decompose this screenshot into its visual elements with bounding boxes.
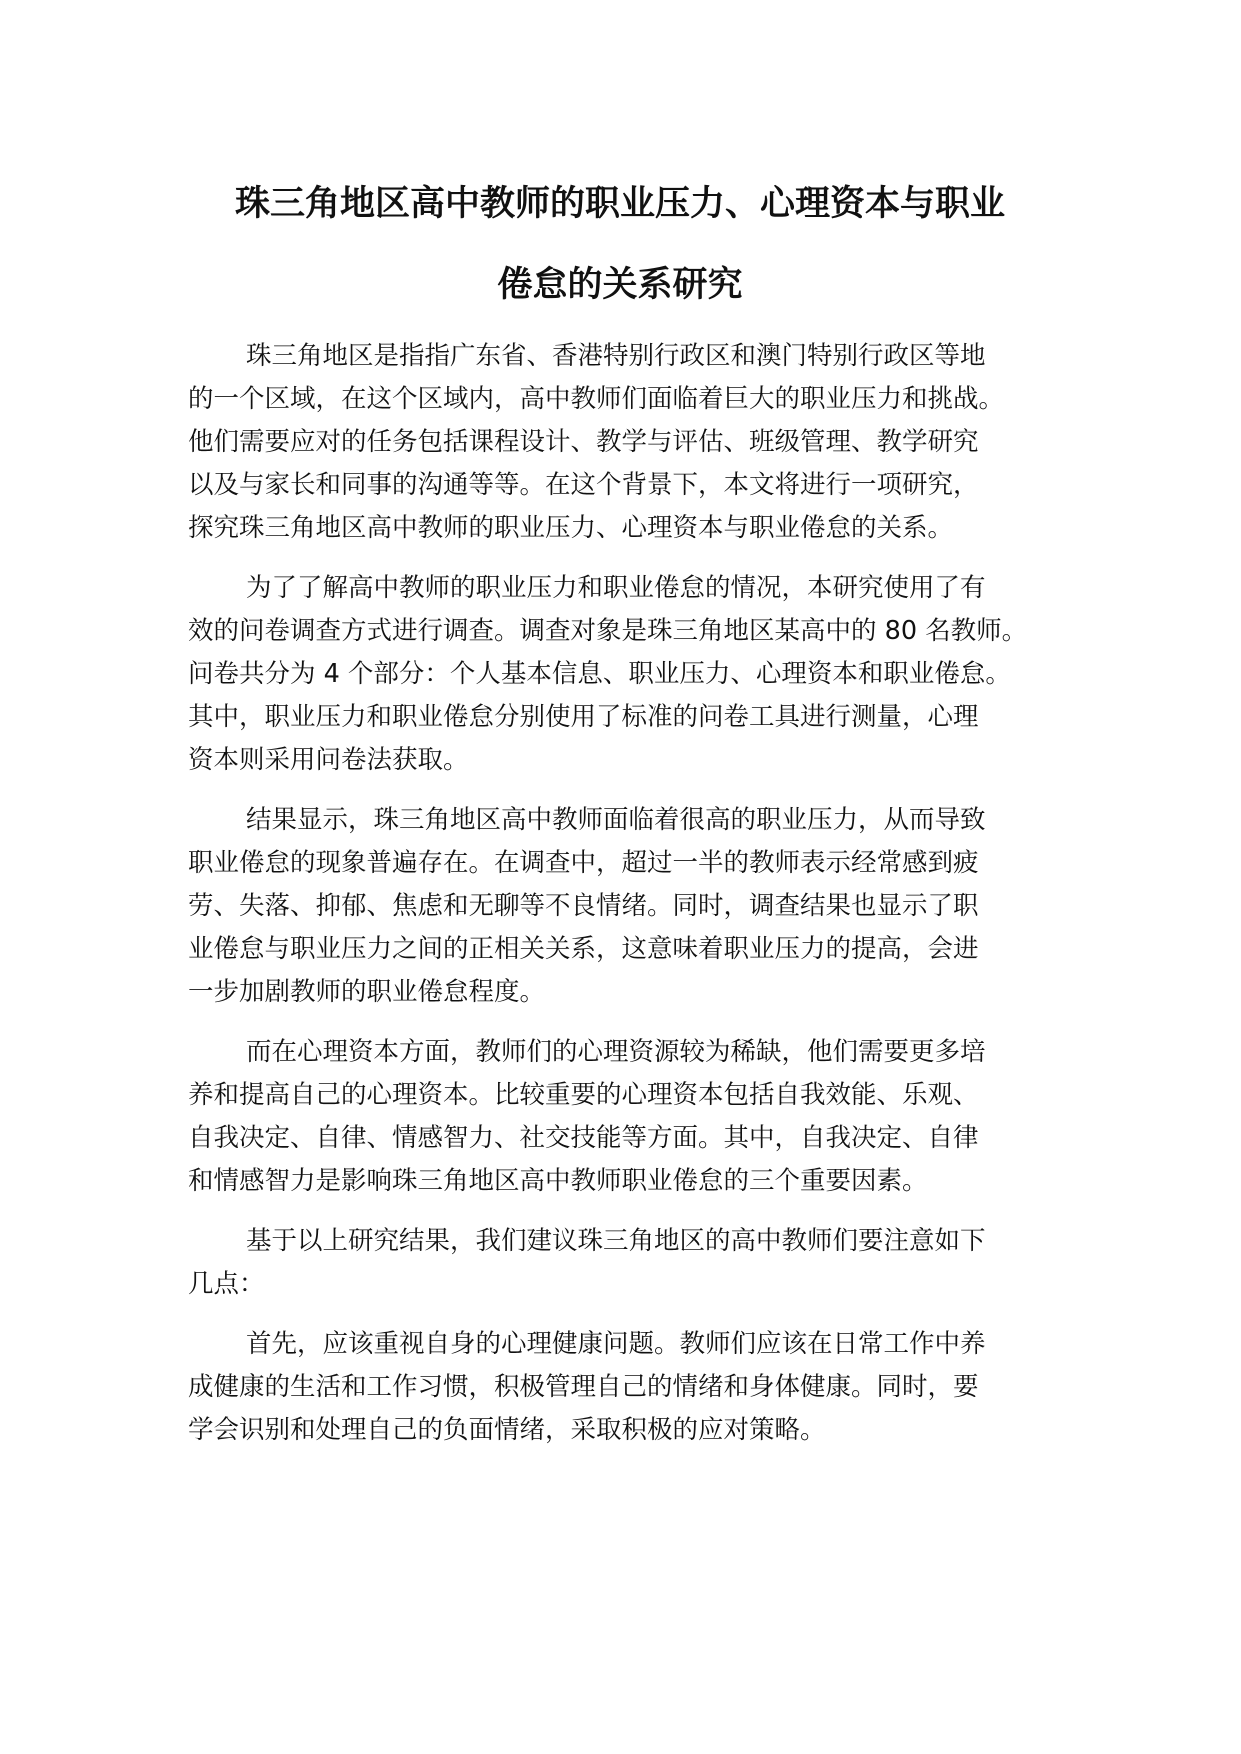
paragraph-line: 首先，应该重视自身的心理健康问题。教师们应该在日常工作中养 bbox=[246, 1329, 986, 1359]
paragraph-line: 自我决定、自律、情感智力、社交技能等方面。其中，自我决定、自律 bbox=[188, 1123, 979, 1153]
paragraph-line: 业倦怠与职业压力之间的正相关关系，这意味着职业压力的提高，会进 bbox=[188, 934, 979, 964]
paragraph-line: 职业倦怠的现象普遍存在。在调查中，超过一半的教师表示经常感到疲 bbox=[188, 848, 979, 878]
paragraph-line: 以及与家长和同事的沟通等等。在这个背景下，本文将进行一项研究， bbox=[188, 470, 979, 500]
paragraph-line: 其中，职业压力和职业倦怠分别使用了标准的问卷工具进行测量，心理 bbox=[188, 702, 979, 732]
paragraph-line: 一步加剧教师的职业倦怠程度。 bbox=[188, 977, 546, 1007]
paragraph-line: 为了了解高中教师的职业压力和职业倦怠的情况，本研究使用了有 bbox=[246, 573, 986, 603]
paragraph-line: 珠三角地区是指指广东省、香港特别行政区和澳门特别行政区等地 bbox=[246, 341, 986, 371]
paragraph-line: 问卷共分为 4 个部分：个人基本信息、职业压力、心理资本和职业倦怠。 bbox=[188, 659, 1011, 689]
paragraph-line: 结果显示，珠三角地区高中教师面临着很高的职业压力，从而导致 bbox=[246, 805, 986, 835]
paragraph-line: 探究珠三角地区高中教师的职业压力、心理资本与职业倦怠的关系。 bbox=[188, 513, 954, 543]
document-title-line-1: 珠三角地区高中教师的职业压力、心理资本与职业 bbox=[234, 184, 1005, 224]
paragraph-line: 基于以上研究结果，我们建议珠三角地区的高中教师们要注意如下 bbox=[246, 1226, 986, 1256]
paragraph-line: 的一个区域，在这个区域内，高中教师们面临着巨大的职业压力和挑战。 bbox=[188, 384, 1005, 414]
paragraph-line: 学会识别和处理自己的负面情绪，采取积极的应对策略。 bbox=[188, 1415, 826, 1445]
paragraph-line: 效的问卷调查方式进行调查。调查对象是珠三角地区某高中的 80 名教师。 bbox=[188, 616, 1028, 646]
paragraph-line: 而在心理资本方面，教师们的心理资源较为稀缺，他们需要更多培 bbox=[246, 1037, 986, 1067]
paragraph-line: 养和提高自己的心理资本。比较重要的心理资本包括自我效能、乐观、 bbox=[188, 1080, 979, 1110]
paragraph-line: 几点： bbox=[188, 1269, 265, 1299]
paragraph-line: 他们需要应对的任务包括课程设计、教学与评估、班级管理、教学研究 bbox=[188, 427, 979, 457]
paragraph-line: 成健康的生活和工作习惯，积极管理自己的情绪和身体健康。同时，要 bbox=[188, 1372, 979, 1402]
paragraph-line: 劳、失落、抑郁、焦虑和无聊等不良情绪。同时，调查结果也显示了职 bbox=[188, 891, 979, 921]
paragraph-line: 和情感智力是影响珠三角地区高中教师职业倦怠的三个重要因素。 bbox=[188, 1166, 928, 1196]
document-title-line-2: 倦怠的关系研究 bbox=[497, 265, 743, 305]
paragraph-line: 资本则采用问卷法获取。 bbox=[188, 745, 469, 775]
